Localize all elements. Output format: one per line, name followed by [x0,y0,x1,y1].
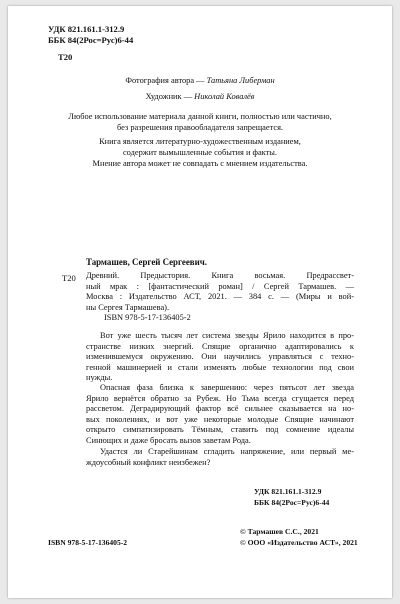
copyright-notice [8,112,392,134]
abstract-line: изменившемуся окружению. Они научились управляться с техно- [86,352,354,362]
description-line: ный мрак : [фантастический роман] / Сергей Тармашев. — [86,281,354,291]
abstract-line: нужды. [86,373,113,383]
abstract-line: открыто симпатизировать Тёмным, ставить под сомнение идеалы [86,425,354,435]
abstract-line: странстве низких энергий. Спящие органично адаптировались к [86,341,354,351]
photo-credit [8,76,392,87]
artist-credit-label: Художник — [145,92,195,101]
legal-line: Книга является литературно-художественным изданием, [99,137,301,146]
photo-credit-name: Татьяна Либерман [206,76,275,85]
description-line: Москва : Издательство АСТ, 2021. — 384 с. — (Миры и вой- [86,292,354,302]
abstract-paragraph-2 [86,383,354,447]
footer-udk-bbk [254,487,329,508]
legal-line: Мнение автора может не совпадать с мнением издательства. [92,158,308,168]
copyright-author: © Тармашев С.С., 2021 [240,527,319,536]
abstract-line: Удастся ли Старейшинам сгладить напряжение, или первый ме- [100,447,354,456]
fiction-disclaimer [8,137,392,169]
udk-bbk-block [48,24,133,46]
catalog-index-mark: Т20 [62,273,76,283]
bbk-code: ББК 84(2Рос=Рус)6-44 [48,35,134,45]
book-imprint-page [8,6,392,598]
abstract-line: Ярило вернётся обратно за Рубеж. Но Тьма всегда сгущается перед [86,393,354,403]
abstract-line: рассветом. Деградирующий фактор всё сильнее сказывается на но- [86,404,354,414]
description-line: Древний. Предыстория. Книга восьмая. Предрассвет- [86,271,354,280]
legal-line: содержит вымышленные события и факты. [122,147,278,157]
description-line: ны Сергея Тармашева). [86,302,170,312]
catalog-author: Тармашев, Сергей Сергеевич. [86,257,207,267]
artist-credit [8,92,392,103]
udk-code: УДК 821.161.1-312.9 [48,24,125,34]
artist-credit-name: Николай Ковалёв [194,92,255,101]
abstract-line: Вот уже шесть тысяч лет система звезды Ярило находится в про- [100,331,354,340]
footer-bbk-code: ББК 84(2Рос=Рус)6-44 [254,497,330,507]
catalog-isbn: ISBN 978-5-17-136405-2 [104,313,191,322]
photo-credit-label: Фотография автора — [125,76,207,85]
abstract-paragraph-1 [86,331,354,384]
abstract-line: Опасная фаза близка к завершению: через пятьсот лет звезда [100,383,354,392]
abstract-line: вых поколениях, и вот уже некоторые молодые Спящие начинают [86,414,354,424]
abstract-line: ждоусобный конфликт неизбежен? [86,457,211,467]
abstract-line: Синющих и даже бросать вызов заветам Рода. [86,435,251,445]
abstract-paragraph-3 [86,447,354,468]
abstract-line: генной машинерией и стали изменять любые технологии под свои [86,362,354,372]
copyright-block [240,527,358,548]
footer-udk-code: УДК 821.161.1-312.9 [254,487,322,496]
author-index-mark: Т20 [58,52,73,62]
catalog-description [86,271,354,313]
footer-isbn: ISBN 978-5-17-136405-2 [48,538,128,547]
legal-line: Любое использование материала данной книги, полностью или частично, [68,112,332,121]
copyright-publisher: © ООО «Издательство АСТ», 2021 [240,537,358,547]
legal-line: без разрешения правообладателя запрещается. [116,122,284,132]
